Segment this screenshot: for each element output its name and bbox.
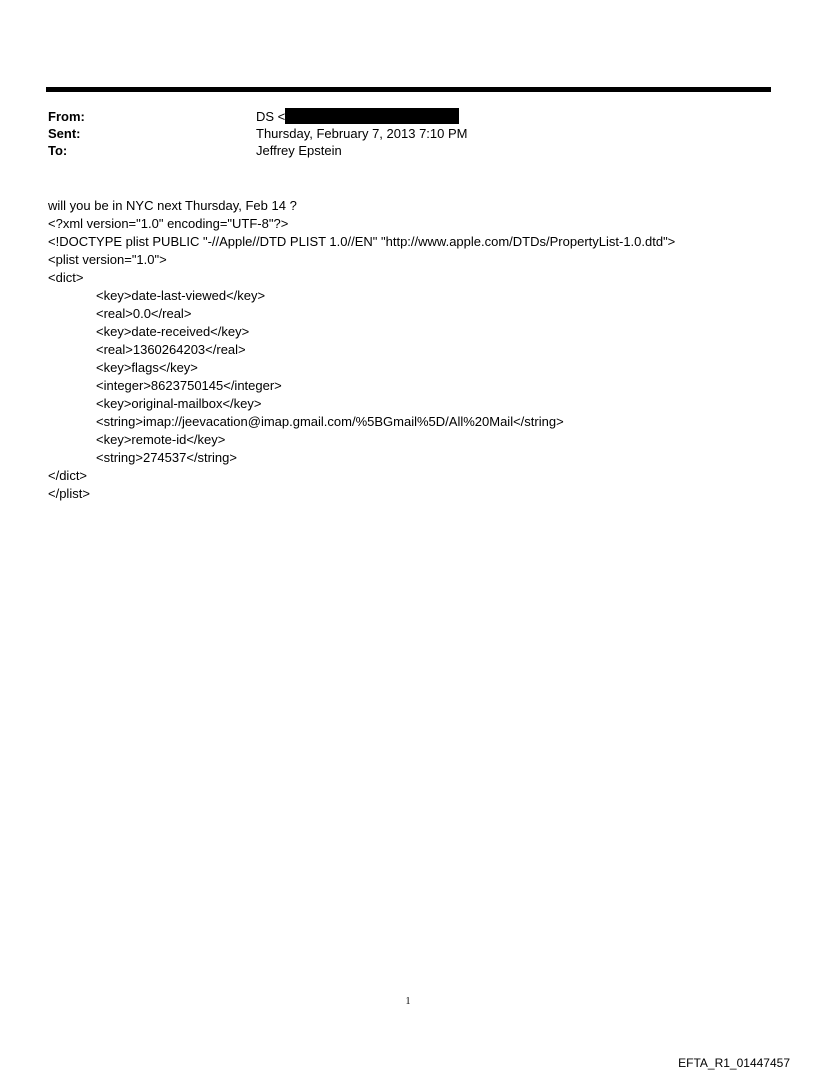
to-row	[48, 142, 768, 159]
header-divider	[46, 87, 771, 92]
from-label: From:	[48, 109, 85, 124]
body-line: <key>remote-id</key>	[96, 432, 226, 447]
sent-row	[48, 125, 768, 142]
body-line: <!DOCTYPE plist PUBLIC "-//Apple//DTD PLIST 1.0//EN" "http://www.apple.com/DTDs/PropertyList-1.0.dtd">	[48, 234, 676, 249]
body-line: <key>original-mailbox</key>	[96, 396, 262, 411]
body-line: </plist>	[48, 486, 90, 501]
body-line: will you be in NYC next Thursday, Feb 14 ?	[48, 198, 297, 213]
body-line: <string>274537</string>	[96, 450, 237, 465]
body-line: <dict>	[48, 270, 84, 285]
to-label: To:	[48, 143, 68, 158]
body-line: <integer>8623750145</integer>	[96, 378, 282, 393]
body-line: <string>imap://jeevacation@imap.gmail.com/%5BGmail%5D/All%20Mail</string>	[96, 414, 564, 429]
page-number: 1	[405, 996, 411, 1007]
email-header	[48, 108, 768, 159]
redaction-box	[285, 108, 459, 124]
email-body	[48, 197, 778, 503]
to-value: Jeffrey Epstein	[256, 143, 342, 158]
body-line: <key>date-last-viewed</key>	[96, 288, 266, 303]
body-line: <plist version="1.0">	[48, 252, 167, 267]
from-sender: DS <	[256, 109, 286, 124]
body-line: <?xml version="1.0" encoding="UTF-8"?>	[48, 216, 289, 231]
body-line: <key>flags</key>	[96, 360, 198, 375]
document-id: EFTA_R1_01447457	[678, 1056, 790, 1070]
body-line: <real>0.0</real>	[96, 306, 192, 321]
body-line: <real>1360264203</real>	[96, 342, 246, 357]
from-row	[48, 108, 768, 125]
body-line: <key>date-received</key>	[96, 324, 250, 339]
sent-value: Thursday, February 7, 2013 7:10 PM	[256, 126, 468, 141]
body-line: </dict>	[48, 468, 88, 483]
from-value	[256, 108, 459, 125]
sent-label: Sent:	[48, 126, 81, 141]
